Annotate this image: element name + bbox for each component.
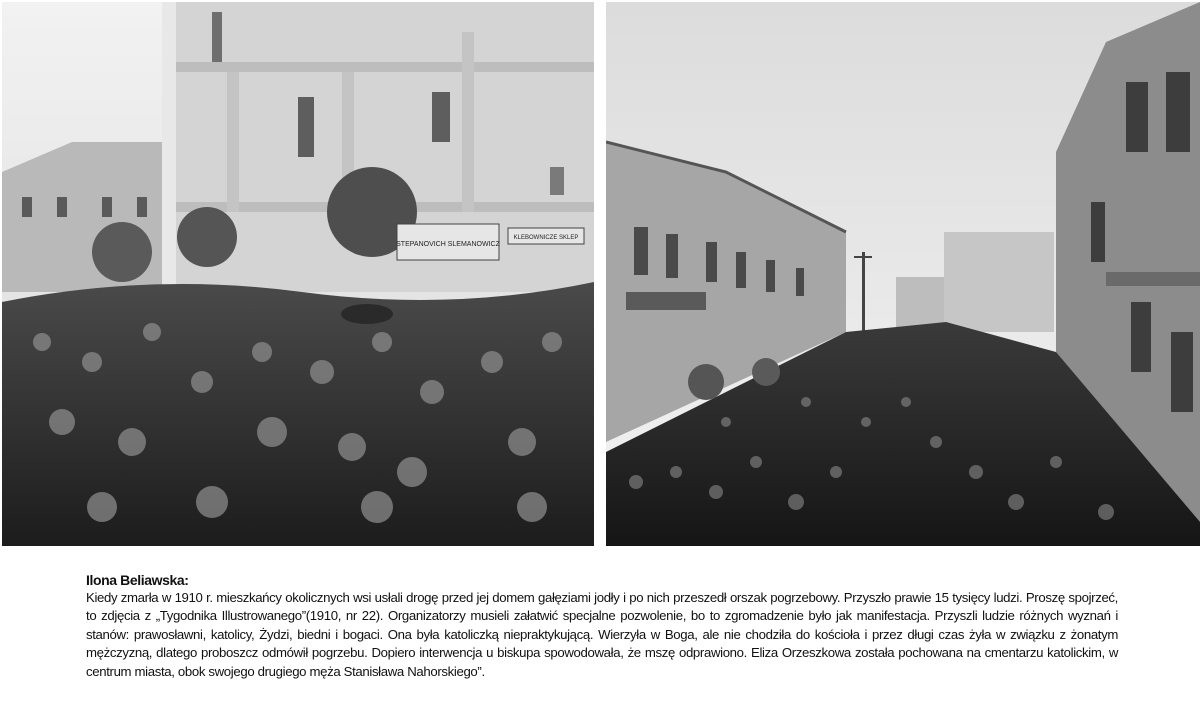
photo-procession-street bbox=[606, 2, 1200, 546]
shop-sign-left: STEPANOVICH SLEMANOWICZ bbox=[396, 241, 500, 248]
caption-speaker: Ilona Beliawska: bbox=[86, 572, 189, 588]
caption-text: Kiedy zmarła w 1910 r. mieszkańcy okolicznych wsi usłali drogę przed jej domem gałęziami jodły i po nich przeszedł orszak pogrzebowy. Przyszło prawie 15 tysięcy ludzi. Proszę spojrzeć, to zdjęcia z „Tygodnika Illustrowanego”(1910, nr 22). Organizatorzy musieli załatwić specjalne pozwolenie, bo to zgromadzenie było jak manifestacja. Przyszli ludzie różnych wyznań i stanów: prawosławni, katolicy, Żydzi, biedni i bogaci. Ona była katoliczką niepraktykującą. Wierzyła w Boga, ale nie chodziła do kościoła i przez długi czas żyła w związku z żonatym mężczyzną, dlatego proboszcz odmówił pogrzebu. Dopiero interwencja u biskupa spowodowała, że mszę odprawiono. Eliza Orzeszkowa została pochowana na cmentarzu katolickim, w centrum miasta, obok swojego drugiego męża Stanisława Nahorskiego”. bbox=[86, 590, 1118, 679]
photo-caption bbox=[86, 571, 1118, 681]
photo-crowd-church bbox=[2, 2, 594, 546]
shop-sign-right: KLEBOWNICZE SKLEP bbox=[513, 235, 579, 241]
